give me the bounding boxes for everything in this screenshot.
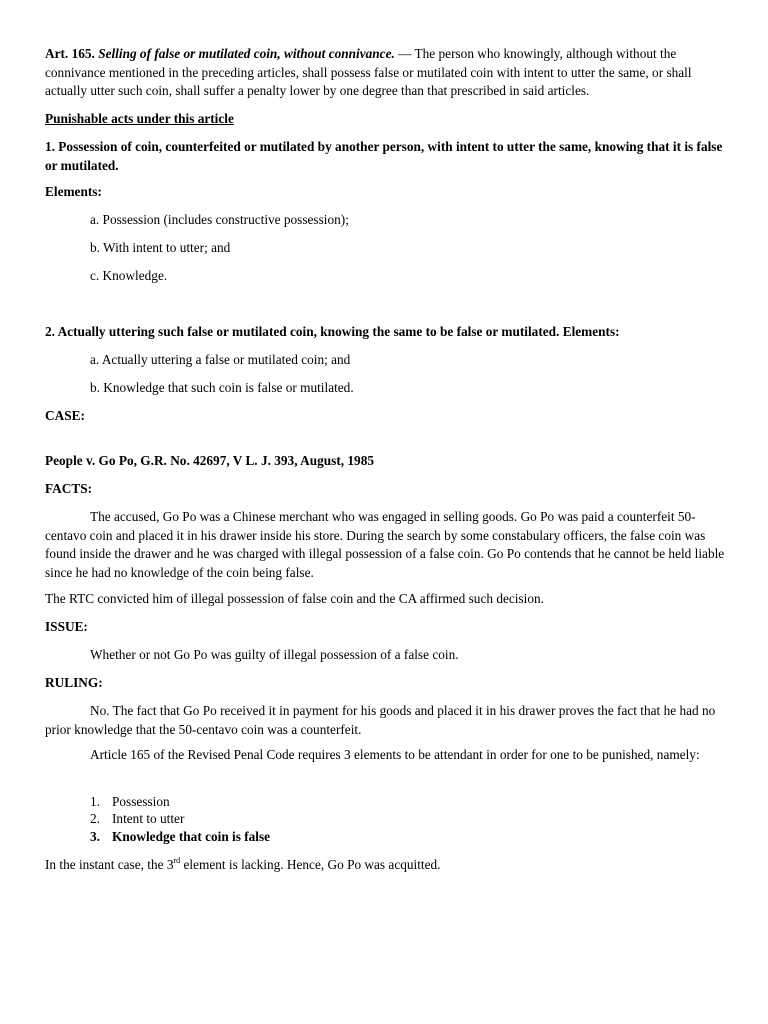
list-number: 1. xyxy=(90,794,100,809)
act2-heading: 2. Actually uttering such false or mutilated coin, knowing the same to be false or mutilated. Elements: xyxy=(45,324,620,339)
ruling-paragraph-1: No. The fact that Go Po received it in payment for his goods and placed it in his drawer proves the fact that he had no prior knowledge that the 50-centavo coin was a counterfeit. xyxy=(45,703,716,737)
article-paragraph xyxy=(45,45,725,101)
case-label: CASE: xyxy=(45,408,85,423)
conclusion-after: element is lacking. Hence, Go Po was acquitted. xyxy=(180,857,441,872)
act1-elements-label: Elements: xyxy=(45,184,102,199)
conclusion-before: In the instant case, the 3 xyxy=(45,857,174,872)
ruling-list-item-1 xyxy=(90,793,768,812)
issue-text: Whether or not Go Po was guilty of illegal possession of a false coin. xyxy=(90,647,459,662)
facts-paragraph-2: The RTC convicted him of illegal possession of false coin and the CA affirmed such decision. xyxy=(45,591,544,606)
ordinal-superscript: rd xyxy=(173,855,181,865)
ruling-list-item-2 xyxy=(90,810,768,829)
article-dash: — xyxy=(394,46,415,61)
article-title: Selling of false or mutilated coin, without connivance. xyxy=(98,46,395,61)
issue-label: ISSUE: xyxy=(45,619,88,634)
list-number: 3. xyxy=(90,829,100,844)
act2-element-b: b. Knowledge that such coin is false or mutilated. xyxy=(90,380,354,395)
ruling-paragraph-2: Article 165 of the Revised Penal Code requires 3 elements to be attendant in order for one to be punished, namely: xyxy=(90,747,700,762)
facts-label: FACTS: xyxy=(45,481,93,496)
case-title: People v. Go Po, G.R. No. 42697, V L. J. 393, August, 1985 xyxy=(45,453,374,468)
list-number: 2. xyxy=(90,811,100,826)
list-text: Possession xyxy=(112,794,170,809)
list-text: Knowledge that coin is false xyxy=(112,829,271,844)
act2-element-a: a. Actually uttering a false or mutilated coin; and xyxy=(90,352,351,367)
act1-heading: 1. Possession of coin, counterfeited or mutilated by another person, with intent to utter the same, knowing that it is false or mutilated. xyxy=(45,139,723,173)
ruling-list-item-3 xyxy=(90,828,768,847)
punishable-heading: Punishable acts under this article xyxy=(45,111,234,126)
ruling-label: RULING: xyxy=(45,675,103,690)
act1-element-b: b. With intent to utter; and xyxy=(90,240,231,255)
act1-element-c: c. Knowledge. xyxy=(90,268,168,283)
facts-paragraph-1: The accused, Go Po was a Chinese merchant who was engaged in selling goods. Go Po was paid a counterfeit 50-centavo coin and placed it in his drawer inside his store. During the search by some constabulary officers, the false coin was found inside the drawer and he was charged with illegal possession of a false coin. Go Po contends that he cannot be held liable since he had no knowledge of the coin being false. xyxy=(45,509,725,580)
act1-element-a: a. Possession (includes constructive possession); xyxy=(90,212,349,227)
list-text: Intent to utter xyxy=(112,811,185,826)
article-text: The person who knowingly, although without the connivance mentioned in the preceding articles, shall possess false or mutilated coin with intent to utter the same, or shall actually utter such coin, shall suffer a penalty lower by one degree than that prescribed in said articles. xyxy=(45,46,692,99)
article-number: Art. 165. xyxy=(45,46,95,61)
conclusion-paragraph xyxy=(45,856,725,875)
